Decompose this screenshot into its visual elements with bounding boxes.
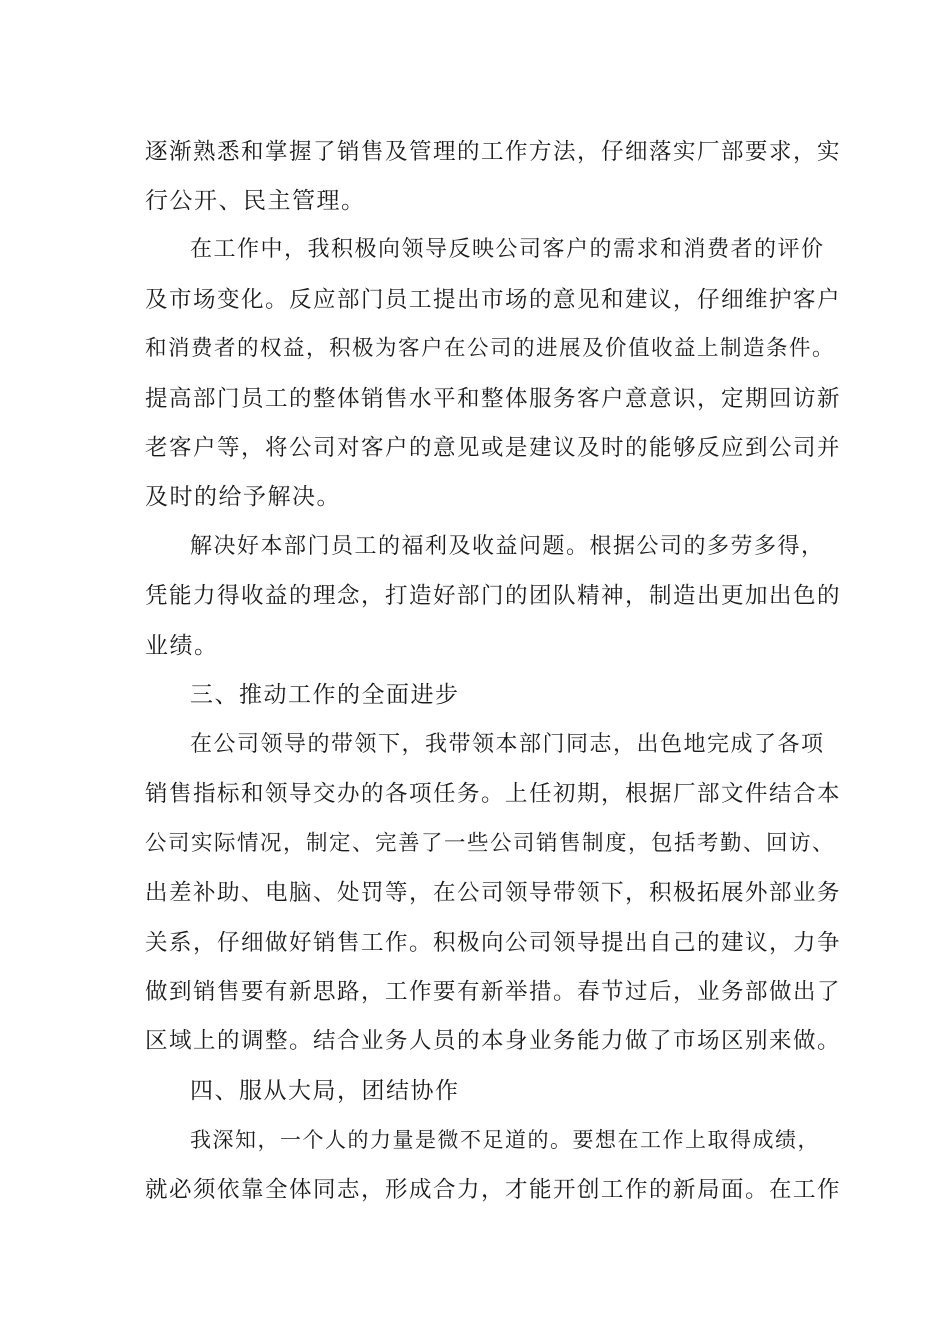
text-line: 关系，仔细做好销售工作。积极向公司领导提出自己的建议，力争 [145,930,842,956]
text-line: 和消费者的权益，积极为客户在公司的进展及价值收益上制造条件。 [145,336,836,361]
text-line: 及时的给予解决。 [145,484,341,510]
paragraph-first-line: 在工作中，我积极向领导反映公司客户的需求和消费者的评价 [190,237,825,262]
text-line: 就必须依靠全体同志，形成合力，才能开创工作的新局面。在工作 [145,1177,842,1203]
text-line: 做到销售要有新思路，工作要有新举措。春节过后，业务部做出了 [145,979,842,1005]
section-heading: 四、服从大局，团结协作 [190,1078,460,1104]
text-line: 区域上的调整。结合业务人员的本身业务能力做了市场区别来做。 [145,1028,842,1054]
text-line: 逐渐熟悉和掌握了销售及管理的工作方法，仔细落实厂部要求，实 [145,139,842,165]
text-line: 及市场变化。反应部门员工提出市场的意见和建议，仔细维护客户 [145,287,842,313]
text-line: 业绩。 [145,633,219,659]
text-line: 销售指标和领导交办的各项任务。上任初期，根据厂部文件结合本 [145,781,842,807]
section-heading: 三、推动工作的全面进步 [190,682,460,708]
text-line: 提高部门员工的整体销售水平和整体服务客户意意识，定期回访新 [145,386,842,412]
paragraph-first-line: 在公司领导的带领下，我带领本部门同志，出色地完成了各项 [190,732,825,757]
text-line: 行公开、民主管理。 [145,188,366,214]
paragraph-first-line: 我深知，一个人的力量是微不足道的。要想在工作上取得成绩， [190,1128,820,1152]
text-line: 凭能力得收益的理念，打造好部门的团队精神，制造出更加出色的 [145,583,842,609]
text-line: 老客户等，将公司对客户的意见或是建议及时的能够反应到公司并 [145,435,842,461]
text-line: 出差补助、电脑、处罚等，在公司领导带领下，积极拓展外部业务 [145,880,842,906]
paragraph-first-line: 解决好本部门员工的福利及收益问题。根据公司的多劳多得， [190,534,825,559]
text-line: 公司实际情况，制定、完善了一些公司销售制度，包括考勤、回访、 [145,831,836,856]
